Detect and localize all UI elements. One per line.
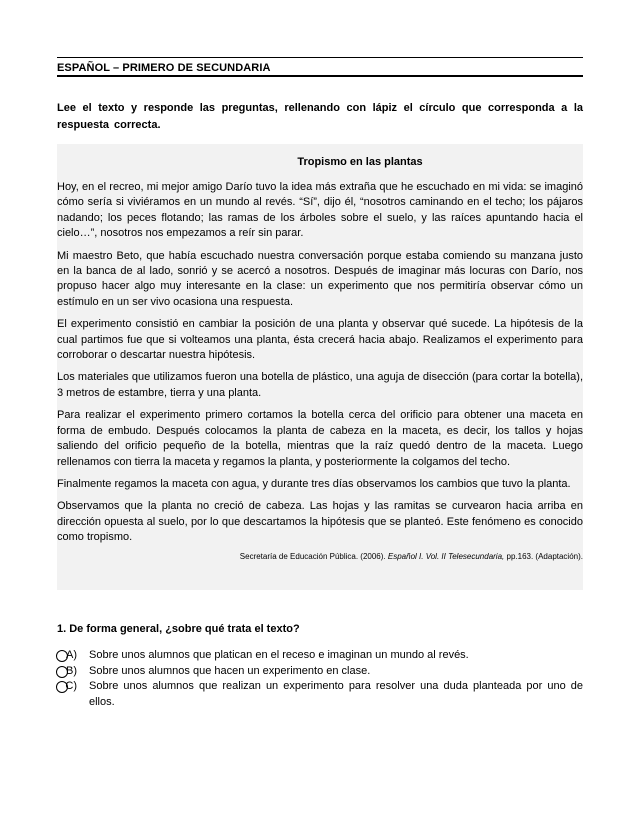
option-text: Sobre unos alumnos que realizan un experimento para resolver una duda planteada por uno de ellos. <box>89 680 583 708</box>
reading-paragraph: Mi maestro Beto, que había escuchado nuestra conversación porque estaba comiendo su manzana justo en la banca de al lado, sonrió y se acercó a nosotros. Después de imaginar más locuras con Darío, nos propuso hacer algo muy interesante en la clase: un experimento que nos permitiría observar cómo un estímulo en un ser vivo ocasiona una respuesta. <box>57 249 583 308</box>
reading-passage-box <box>57 144 583 590</box>
reading-paragraph: Hoy, en el recreo, mi mejor amigo Darío tuvo la idea más extraña que he escuchado en mi vida: se imaginó cómo sería si viviéramos en un mundo al revés. “Sí”, dijo él, “nosotros caminando en el techo; los pájaros nadando; los peces flotando; las ramas de los árboles sobre el suelo, y las raíces apuntando hacia el cielo…”, nosotros nos empezamos a reír sin parar. <box>57 181 583 240</box>
option-text: Sobre unos alumnos que platican en el receso e imaginan un mundo al revés. <box>89 649 469 661</box>
header-rule-bottom <box>57 75 583 77</box>
citation-source: Secretaría de Educación Pública. (2006). <box>239 551 386 561</box>
instructions-text: Lee el texto y responde las preguntas, rellenando con lápiz el círculo que corresponda a la respuesta correcta. <box>57 102 583 131</box>
option-b <box>57 664 583 680</box>
option-letter: C) <box>65 680 77 692</box>
reading-citation <box>57 552 583 562</box>
reading-title: Tropismo en las plantas <box>297 156 423 168</box>
option-text: Sobre unos alumnos que hacen un experimento en clase. <box>89 664 371 677</box>
reading-paragraph: Para realizar el experimento primero cortamos la botella cerca del orificio para obtener una maceta en forma de embudo. Después colocamos la planta de cabeza en la maceta, es decir, los tallos y hojas saliendo del orificio pequeño de la botella, mientras que la raíz quedó dentro de la maceta. Luego rellenamos con tierra la maceta y regamos la planta, y posteriormente la colgamos del techo. <box>57 409 583 468</box>
option-letter: A) <box>66 649 77 661</box>
option-letter: B) <box>66 664 77 677</box>
option-c <box>57 679 583 710</box>
reading-paragraph: Observamos que la planta no creció de cabeza. Las hojas y las ramitas se curvearon hacia arriba en dirección opuesta al suelo, por lo que descartamos la hipótesis que se planteó. Este fenómeno es conocido como tropismo. <box>57 500 583 544</box>
question-1-prompt: 1. De forma general, ¿sobre qué trata el texto? <box>57 623 300 635</box>
option-a <box>57 648 583 664</box>
question-1-options <box>57 648 583 710</box>
reading-paragraph: Los materiales que utilizamos fueron una botella de plástico, una aguja de disección (para cortar la botella), 3 metros de estambre, tierra y una planta. <box>57 371 583 399</box>
header-rule-top <box>57 57 583 58</box>
reading-paragraph: Finalmente regamos la maceta con agua, y durante tres días observamos los cambios que tuvo la planta. <box>57 477 571 490</box>
citation-book-title: Español I. Vol. II Telesecundaria, <box>387 551 505 561</box>
reading-paragraph: El experimento consistió en cambiar la posición de una planta y observar qué sucede. La hipótesis de la cual partimos fue que si volteamos una planta, ésta crecerá hacia abajo. Realizamos el experimento para corroborar o descartar nuestra hipótesis. <box>57 318 583 362</box>
citation-pages: pp.163. (Adaptación). <box>506 551 583 561</box>
page-header-title: ESPAÑOL – PRIMERO DE SECUNDARIA <box>57 62 271 74</box>
